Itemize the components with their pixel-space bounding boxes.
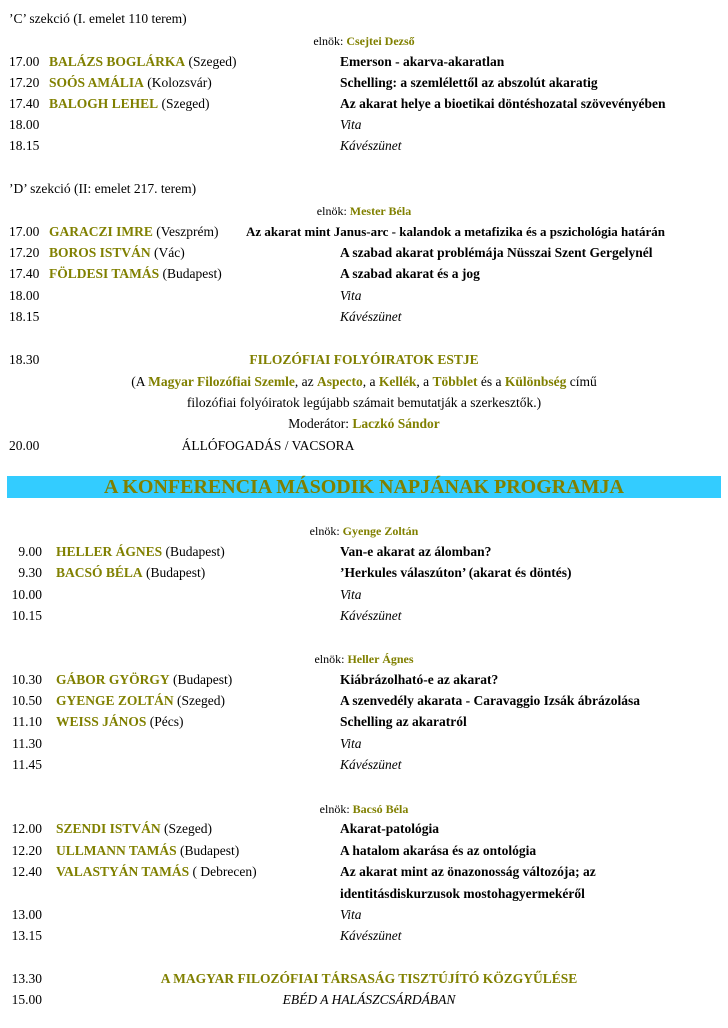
- row-time: 11.30: [12, 736, 42, 751]
- journal-name: Kellék: [378, 374, 417, 389]
- table-row: [0, 734, 728, 754]
- row-speaker: [56, 691, 225, 711]
- row-time: 13.30: [11, 971, 42, 986]
- talk-title: A hatalom akarása és az ontológia: [340, 843, 537, 858]
- speaker-place: (Vác): [154, 245, 185, 260]
- row-time: 18.30: [9, 352, 40, 367]
- row-time: 15.00: [11, 992, 42, 1007]
- block2-chair: [0, 649, 728, 669]
- row-time: 10.15: [11, 608, 42, 623]
- speaker-place: (Budapest): [162, 266, 222, 281]
- speaker-place: ( Debrecen): [192, 864, 257, 879]
- table-row: [0, 52, 728, 72]
- speaker-name: SOÓS AMÁLIA: [49, 75, 144, 90]
- talk-title: Kávészünet: [340, 309, 402, 324]
- row-time: 13.15: [11, 928, 42, 943]
- row-time: 10.50: [11, 693, 42, 708]
- row-speaker: [56, 542, 225, 562]
- talk-title: Schelling az akaratról: [340, 714, 467, 729]
- moderator-label: Moderátor:: [288, 416, 353, 431]
- evening-moderator: [0, 414, 728, 434]
- row-time: 12.40: [11, 864, 42, 879]
- speaker-place: (Veszprém): [156, 224, 219, 239]
- speaker-place: (Szeged): [161, 96, 210, 111]
- row-speaker: [56, 819, 212, 839]
- table-row: [0, 243, 728, 263]
- talk-title: Akarat-patológia: [340, 821, 439, 836]
- chair-label: elnök:: [309, 524, 340, 538]
- row-time: 18.15: [9, 138, 40, 153]
- chair-label: elnök:: [319, 802, 350, 816]
- evening-row: [0, 350, 728, 370]
- section-c-chair: [0, 31, 728, 51]
- journal-name: Aspecto: [316, 374, 363, 389]
- row-speaker: [56, 841, 239, 861]
- row-time: 11.10: [12, 714, 42, 729]
- row-time: 12.20: [11, 843, 42, 858]
- table-row: [0, 222, 728, 242]
- speaker-name: ULLMANN TAMÁS: [56, 843, 177, 858]
- table-row-continuation: [0, 884, 728, 904]
- table-row: [0, 264, 728, 284]
- row-time: 10.00: [11, 587, 42, 602]
- speaker-place: (Budapest): [146, 565, 206, 580]
- talk-title: Van-e akarat az álomban?: [340, 544, 492, 559]
- talk-title: Az akarat mint az önazonosság változója; az: [340, 864, 596, 879]
- section-c-heading: [0, 9, 728, 29]
- block3-chair: [0, 799, 728, 819]
- talk-title: Kávészünet: [340, 138, 402, 153]
- chair-name: Mester Béla: [349, 204, 412, 218]
- talk-title: Az akarat helye a bioetikai döntéshozatal szövevényében: [340, 96, 666, 111]
- table-row: [0, 115, 728, 135]
- table-row: [0, 307, 728, 327]
- table-row: [0, 585, 728, 605]
- dinner-row: [0, 436, 728, 456]
- table-row: [0, 926, 728, 946]
- speaker-name: BALÁZS BOGLÁRKA: [49, 54, 186, 69]
- speaker-place: (Szeged): [188, 54, 237, 69]
- row-time: 17.20: [9, 245, 40, 260]
- speaker-name: VALASTYÁN TAMÁS: [56, 864, 190, 879]
- table-row: [0, 94, 728, 114]
- chair-name: Csejtei Dezső: [346, 34, 415, 48]
- row-time: 18.00: [9, 288, 40, 303]
- section-d-chair: [0, 201, 728, 221]
- moderator-name: Laczkó Sándor: [352, 416, 440, 431]
- speaker-place: (Szeged): [164, 821, 213, 836]
- chair-label: elnök:: [313, 34, 344, 48]
- table-row: [0, 862, 728, 882]
- talk-title: Kávészünet: [340, 757, 402, 772]
- table-row: [0, 712, 728, 732]
- speaker-name: GYENGE ZOLTÁN: [56, 693, 174, 708]
- table-row: [0, 841, 728, 861]
- speaker-name: BACSÓ BÉLA: [56, 565, 143, 580]
- journal-name: Magyar Filozófiai Szemle: [148, 374, 295, 389]
- talk-title: Az akarat mint Janus-arc - kalandok a metafizika és a pszichológia határán: [246, 224, 666, 239]
- talk-title: Vita: [340, 907, 362, 922]
- row-time: 12.00: [11, 821, 42, 836]
- banner-title: A KONFERENCIA MÁSODIK NAPJÁNAK PROGRAMJA: [104, 476, 624, 498]
- row-time: 11.45: [12, 757, 42, 772]
- row-time: 10.30: [11, 672, 42, 687]
- row-speaker: [49, 73, 212, 93]
- talk-title: Vita: [340, 736, 362, 751]
- row-time: 18.00: [9, 117, 40, 132]
- talk-title: Vita: [340, 117, 362, 132]
- table-row: [0, 542, 728, 562]
- speaker-place: (Budapest): [165, 544, 225, 559]
- row-speaker: [56, 563, 205, 583]
- row-time: 17.40: [9, 96, 40, 111]
- table-row: [0, 73, 728, 93]
- table-row: [0, 755, 728, 775]
- talk-title: Vita: [340, 587, 362, 602]
- evening-journals: (A Magyar Filozófiai Szemle, az Aspecto, a Kellék, a Többlet és a Különbség című: [131, 374, 597, 389]
- row-time: 9.30: [18, 565, 42, 580]
- speaker-name: WEISS JÁNOS: [56, 714, 147, 729]
- section-heading-text: ’C’ szekció (I. emelet 110 terem): [9, 11, 187, 26]
- row-time: 20.00: [9, 438, 40, 453]
- row-time: 17.00: [9, 54, 40, 69]
- row-time: 9.00: [18, 544, 42, 559]
- talk-title: identitásdiskurzusok mostohagyermekéről: [340, 886, 585, 901]
- speaker-name: GÁBOR GYÖRGY: [56, 672, 170, 687]
- journal-name: Többlet: [432, 374, 478, 389]
- row-speaker: [49, 94, 210, 114]
- talk-title: ’Herkules válaszúton’ (akarat és döntés): [340, 565, 572, 580]
- day2-banner: [7, 476, 721, 498]
- row-speaker: [49, 52, 237, 72]
- table-row: [0, 136, 728, 156]
- chair-name: Heller Ágnes: [347, 652, 414, 666]
- row-speaker: [49, 243, 185, 263]
- assembly-row: [0, 969, 728, 989]
- row-speaker: [49, 222, 219, 242]
- talk-title: A szenvedély akarata - Caravaggio Izsák ábrázolása: [340, 693, 640, 708]
- section-heading-text: ’D’ szekció (II: emelet 217. terem): [9, 181, 197, 196]
- table-row: [0, 563, 728, 583]
- section-d-heading: [0, 179, 728, 199]
- row-time: 17.00: [9, 224, 40, 239]
- journal-name: Különbség: [504, 374, 567, 389]
- talk-title: Kiábrázolható-e az akarat?: [340, 672, 499, 687]
- speaker-place: (Szeged): [177, 693, 226, 708]
- speaker-place: (Budapest): [173, 672, 233, 687]
- table-row: [0, 819, 728, 839]
- table-row: [0, 606, 728, 626]
- evening-title: FILOZÓFIAI FOLYÓIRATOK ESTJE: [249, 352, 479, 367]
- speaker-place: (Pécs): [149, 714, 184, 729]
- row-speaker: [56, 670, 232, 690]
- speaker-name: BOROS ISTVÁN: [49, 245, 151, 260]
- table-row: [0, 286, 728, 306]
- speaker-name: SZENDI ISTVÁN: [56, 821, 161, 836]
- row-time: 17.40: [9, 266, 40, 281]
- talk-title: A szabad akarat és a jog: [340, 266, 480, 281]
- talk-title: Schelling: a szemlélettől az abszolút akaratig: [340, 75, 598, 90]
- row-time: 13.00: [11, 907, 42, 922]
- speaker-name: GARACZI IMRE: [49, 224, 153, 239]
- speaker-name: HELLER ÁGNES: [56, 544, 163, 559]
- talk-title: A szabad akarat problémája Nüsszai Szent Gergelynél: [340, 245, 653, 260]
- lunch-row: [0, 990, 728, 1010]
- evening-description: filozófiai folyóiratok legújabb számait bemutatják a szerkesztők.): [186, 395, 542, 410]
- row-speaker: [56, 862, 257, 882]
- table-row: [0, 691, 728, 711]
- dinner-text: ÁLLÓFOGADÁS / VACSORA: [181, 438, 355, 453]
- block1-chair: [0, 521, 728, 541]
- talk-title: Emerson - akarva-akaratlan: [340, 54, 505, 69]
- row-speaker: [56, 712, 184, 732]
- chair-name: Gyenge Zoltán: [342, 524, 419, 538]
- chair-label: elnök:: [316, 204, 347, 218]
- talk-title: Vita: [340, 288, 362, 303]
- lunch-text: EBÉD A HALÁSZCSÁRDÁBAN: [282, 992, 456, 1007]
- speaker-name: FÖLDESI TAMÁS: [49, 266, 160, 281]
- table-row: [0, 905, 728, 925]
- speaker-place: (Budapest): [180, 843, 240, 858]
- row-speaker: [49, 264, 222, 284]
- row-time: 17.20: [9, 75, 40, 90]
- chair-name: Bacsó Béla: [352, 802, 409, 816]
- chair-label: elnök:: [314, 652, 345, 666]
- talk-title: Kávészünet: [340, 608, 402, 623]
- row-time: 18.15: [9, 309, 40, 324]
- speaker-name: BALOGH LEHEL: [49, 96, 159, 111]
- speaker-place: (Kolozsvár): [147, 75, 212, 90]
- table-row: [0, 670, 728, 690]
- assembly-title: A MAGYAR FILOZÓFIAI TÁRSASÁG TISZTÚJÍTÓ KÖZGYŰLÉSE: [160, 971, 578, 986]
- talk-title: Kávészünet: [340, 928, 402, 943]
